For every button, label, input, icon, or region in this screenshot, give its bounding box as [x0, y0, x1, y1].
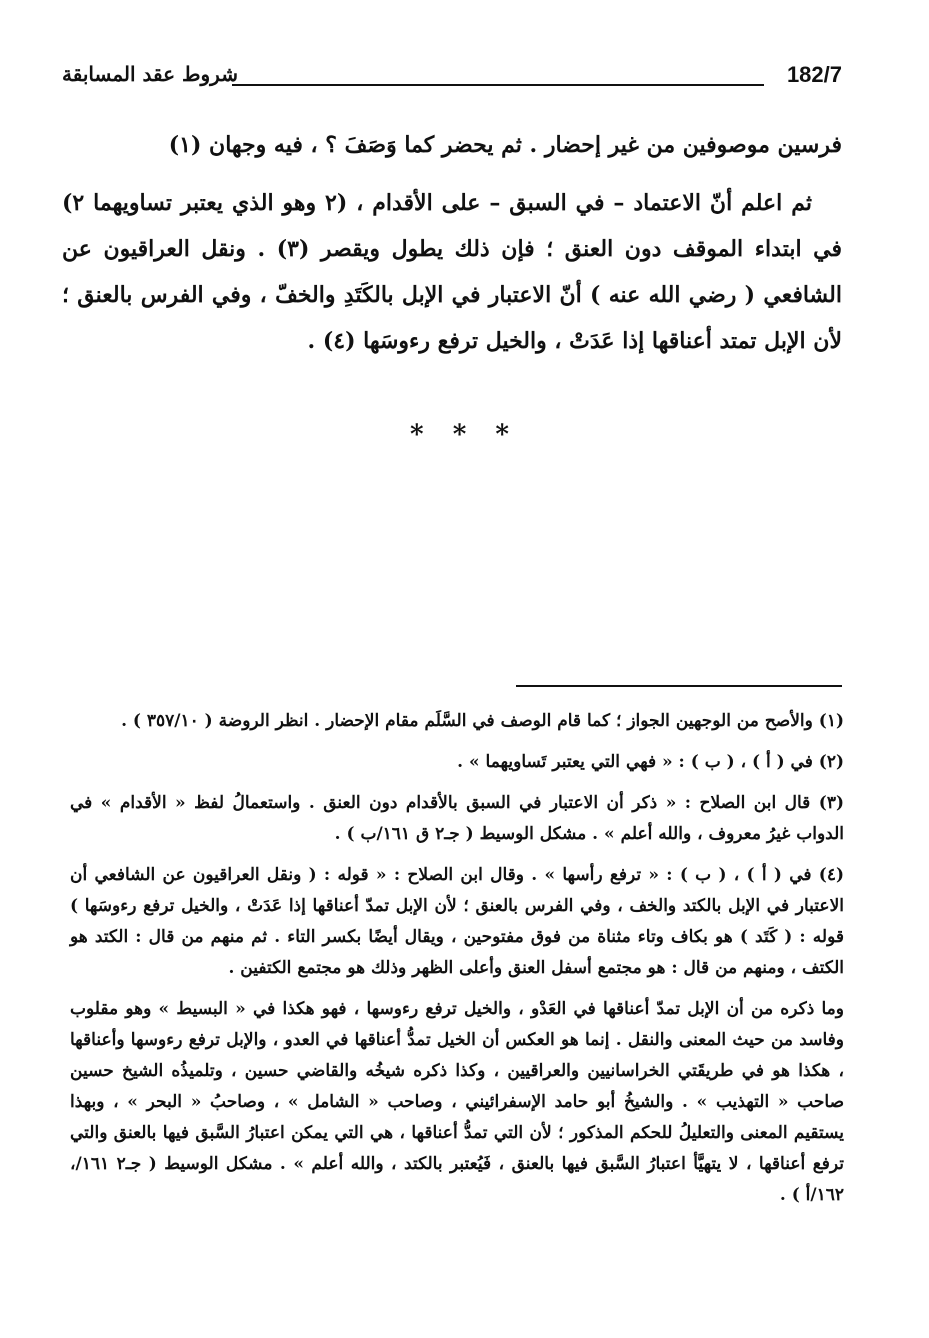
- main-paragraph-2: ثم اعلم أنّ الاعتماد – في السبق – على الأقدام ، (٢ وهو الذي يعتبر تساويهما ٢) في ابتداء الموقف دون العنق ؛ فإن ذلك يطول ويقصر (٣) . ونقل العراقيون عن الشافعي ( رضي الله عنه ) أنّ الاعتبار في الإبل بالكَتَدِ والخفّ ، وفي الفرس بالعنق ؛ لأن الإبل تمتد أعناقها إذا عَدَتْ ، والخيل ترفع رءوسَها (٤) .: [62, 190, 842, 354]
- header-rule: [232, 84, 764, 86]
- main-paragraph-1: فرسين موصوفين من غير إحضار . ثم يحضر كما وَصَفَ ؟ ، فيه وجهان (١): [168, 132, 842, 158]
- footnotes: [70, 706, 844, 1221]
- running-header: [62, 58, 842, 98]
- footnote-rule: [516, 685, 842, 687]
- page-number: 182/7: [786, 62, 842, 87]
- footnote-4-continuation: وما ذكره من أن الإبل تمدّ أعناقها في العَدْو ، والخيل ترفع رءوسها ، فهو هكذا في « البسيط » وهو مقلوب وفاسد من حيث المعنى والنقل . إنما هو العكس أن الخيل تمدُّ أعناقها في العدو ، والإبل ترفع رءوسها وأعناقها ، هكذا هو في طريقَتي الخراسانيين والعراقيين ، وكذا ذكره شيخُه والقاضي حسين ، وتلميذُه الشيخ حسين صاحب « التهذيب » . والشيخُ أبو حامد الإسفرائيني ، وصاحب « الشامل » ، وصاحبُ « البحر » ، وبهذا يستقيم المعنى والتعليلُ للحكم المذكور ؛ لأن التي تمدُّ أعناقها ، هي التي يمكن اعتبارُ السَّبق فيها بالعنق والتي ترفع أعناقها ، لا يتهيَّأ اعتبارُ السَّبق فيها بالعنق ، فَيُعتبر بالكتد ، والله أعلم » . مشكل الوسيط ( جـ٢ ١٦١/، ١٦٢/أ ) .: [70, 999, 844, 1205]
- footnote-3: (٣) قال ابن الصلاح : « ذكر أن الاعتبار في السبق بالأقدام دون العنق . واستعمالُ لفظ « الأقدام » في الدواب غيرُ معروف ، والله أعلم » . مشكل الوسيط ( جـ٢ ق ١٦١/ب ) .: [70, 793, 844, 844]
- footnote-4: (٤) في ( أ ) ، ( ب ) : « ترفع رأسها » . وقال ابن الصلاح : « قوله : ( ونقل العراقيون عن الشافعي أن الاعتبار في الإبل بالكتد والخف ، وفي الفرس بالعنق ؛ لأن الإبل تمدّ أعناقها إذا عَدَتْ ، والخيل ترفع رءوسَها ) قوله : ( كَتَد ) هو بكاف وتاء مثناة من فوق مفتوحين ، ويقال أيضًا بكسر التاء . ثم منهم من قال : الكتد هو الكتف ، ومنهم من قال : هو مجتمع أسفل العنق وأعلى الظهر وذلك هو مجتمع الكتفين .: [70, 865, 844, 978]
- main-text: [62, 122, 842, 376]
- running-title: شروط عقد المسابقة: [62, 62, 238, 86]
- section-separator: * * *: [410, 420, 519, 450]
- footnote-1: (١) والأصح من الوجهين الجواز ؛ كما قام الوصف في السَّلَم مقام الإحضار . انظر الروضة ( ٣٥٧/١٠ ) .: [121, 711, 844, 731]
- footnote-2: (٢) في ( أ ) ، ( ب ) : « فهي التي يعتبر تَساويهما » .: [457, 752, 844, 772]
